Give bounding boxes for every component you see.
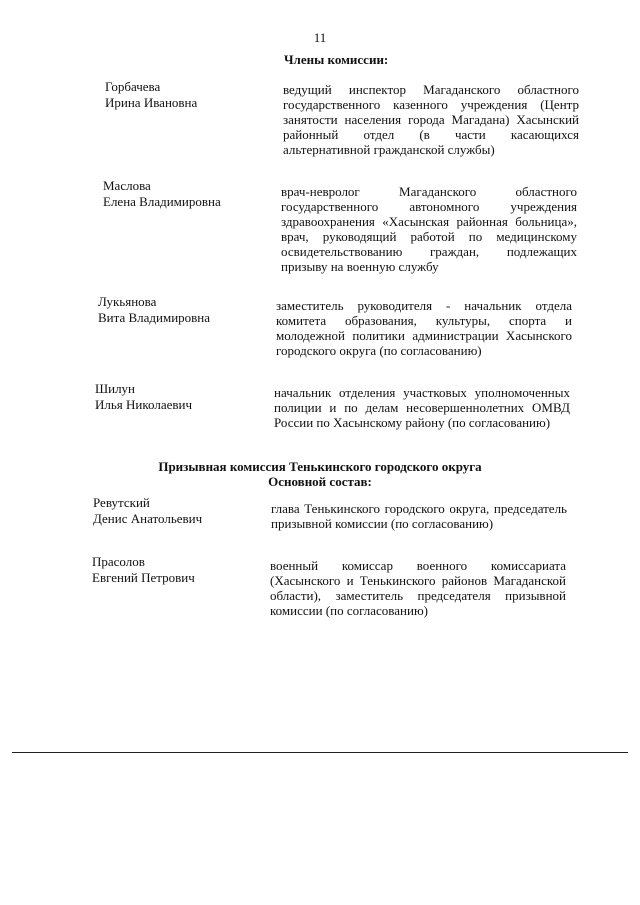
member-surname: Лукьянова	[98, 294, 157, 309]
main-composition-subheading: Основной состав:	[268, 474, 372, 489]
member-name	[95, 381, 192, 413]
member-description: врач-невролог Магаданского областного государственного автономного учреждения здравоохранения «Хасынская районная больница», врач, руководящий работой по медицинскому освидетельствованию граждан, подлежащих призыву на военную службу	[281, 184, 577, 274]
member-surname: Маслова	[103, 178, 151, 193]
member-given-names: Ирина Ивановна	[105, 95, 198, 110]
member-surname: Ревутский	[93, 495, 150, 510]
member-name	[98, 294, 210, 326]
member-surname: Горбачева	[105, 79, 161, 94]
commission-heading: Призывная комиссия Тенькинского городского округа	[158, 459, 482, 474]
member-description: заместитель руководителя - начальник отдела комитета образования, культуры, спорта и молодежной политики администрации Хасынского городского округа (по согласованию)	[276, 298, 572, 358]
member-name	[93, 495, 202, 527]
member-given-names: Денис Анатольевич	[93, 511, 203, 526]
page-number: 11	[313, 30, 327, 45]
member-given-names: Елена Владимировна	[103, 194, 221, 209]
member-description: начальник отделения участковых уполномоченных полиции и по делам несовершеннолетних ОМВД России по Хасынскому району (по согласованию)	[274, 385, 570, 430]
member-description: военный комиссар военного комиссариата (Хасынского и Тенькинского районов Магаданской области), заместитель председателя призывной комиссии (по согласованию)	[270, 558, 566, 618]
member-surname: Шилун	[95, 381, 136, 396]
member-description: глава Тенькинского городского округа, председатель призывной комиссии (по согласованию)	[271, 501, 567, 531]
member-given-names: Евгений Петрович	[92, 570, 195, 585]
member-name	[92, 554, 195, 586]
member-given-names: Илья Николаевич	[95, 397, 193, 412]
member-name	[103, 178, 221, 210]
member-description: ведущий инспектор Магаданского областного государственного казенного учреждения (Центр занятости населения города Магадана) Хасынский районный отдел (в части касающихся альтернативной гражданской службы)	[283, 82, 579, 157]
member-name	[105, 79, 197, 111]
horizontal-rule	[12, 752, 628, 753]
member-surname: Прасолов	[92, 554, 145, 569]
section-members-heading: Члены комиссии:	[284, 52, 389, 67]
member-given-names: Вита Владимировна	[98, 310, 211, 325]
